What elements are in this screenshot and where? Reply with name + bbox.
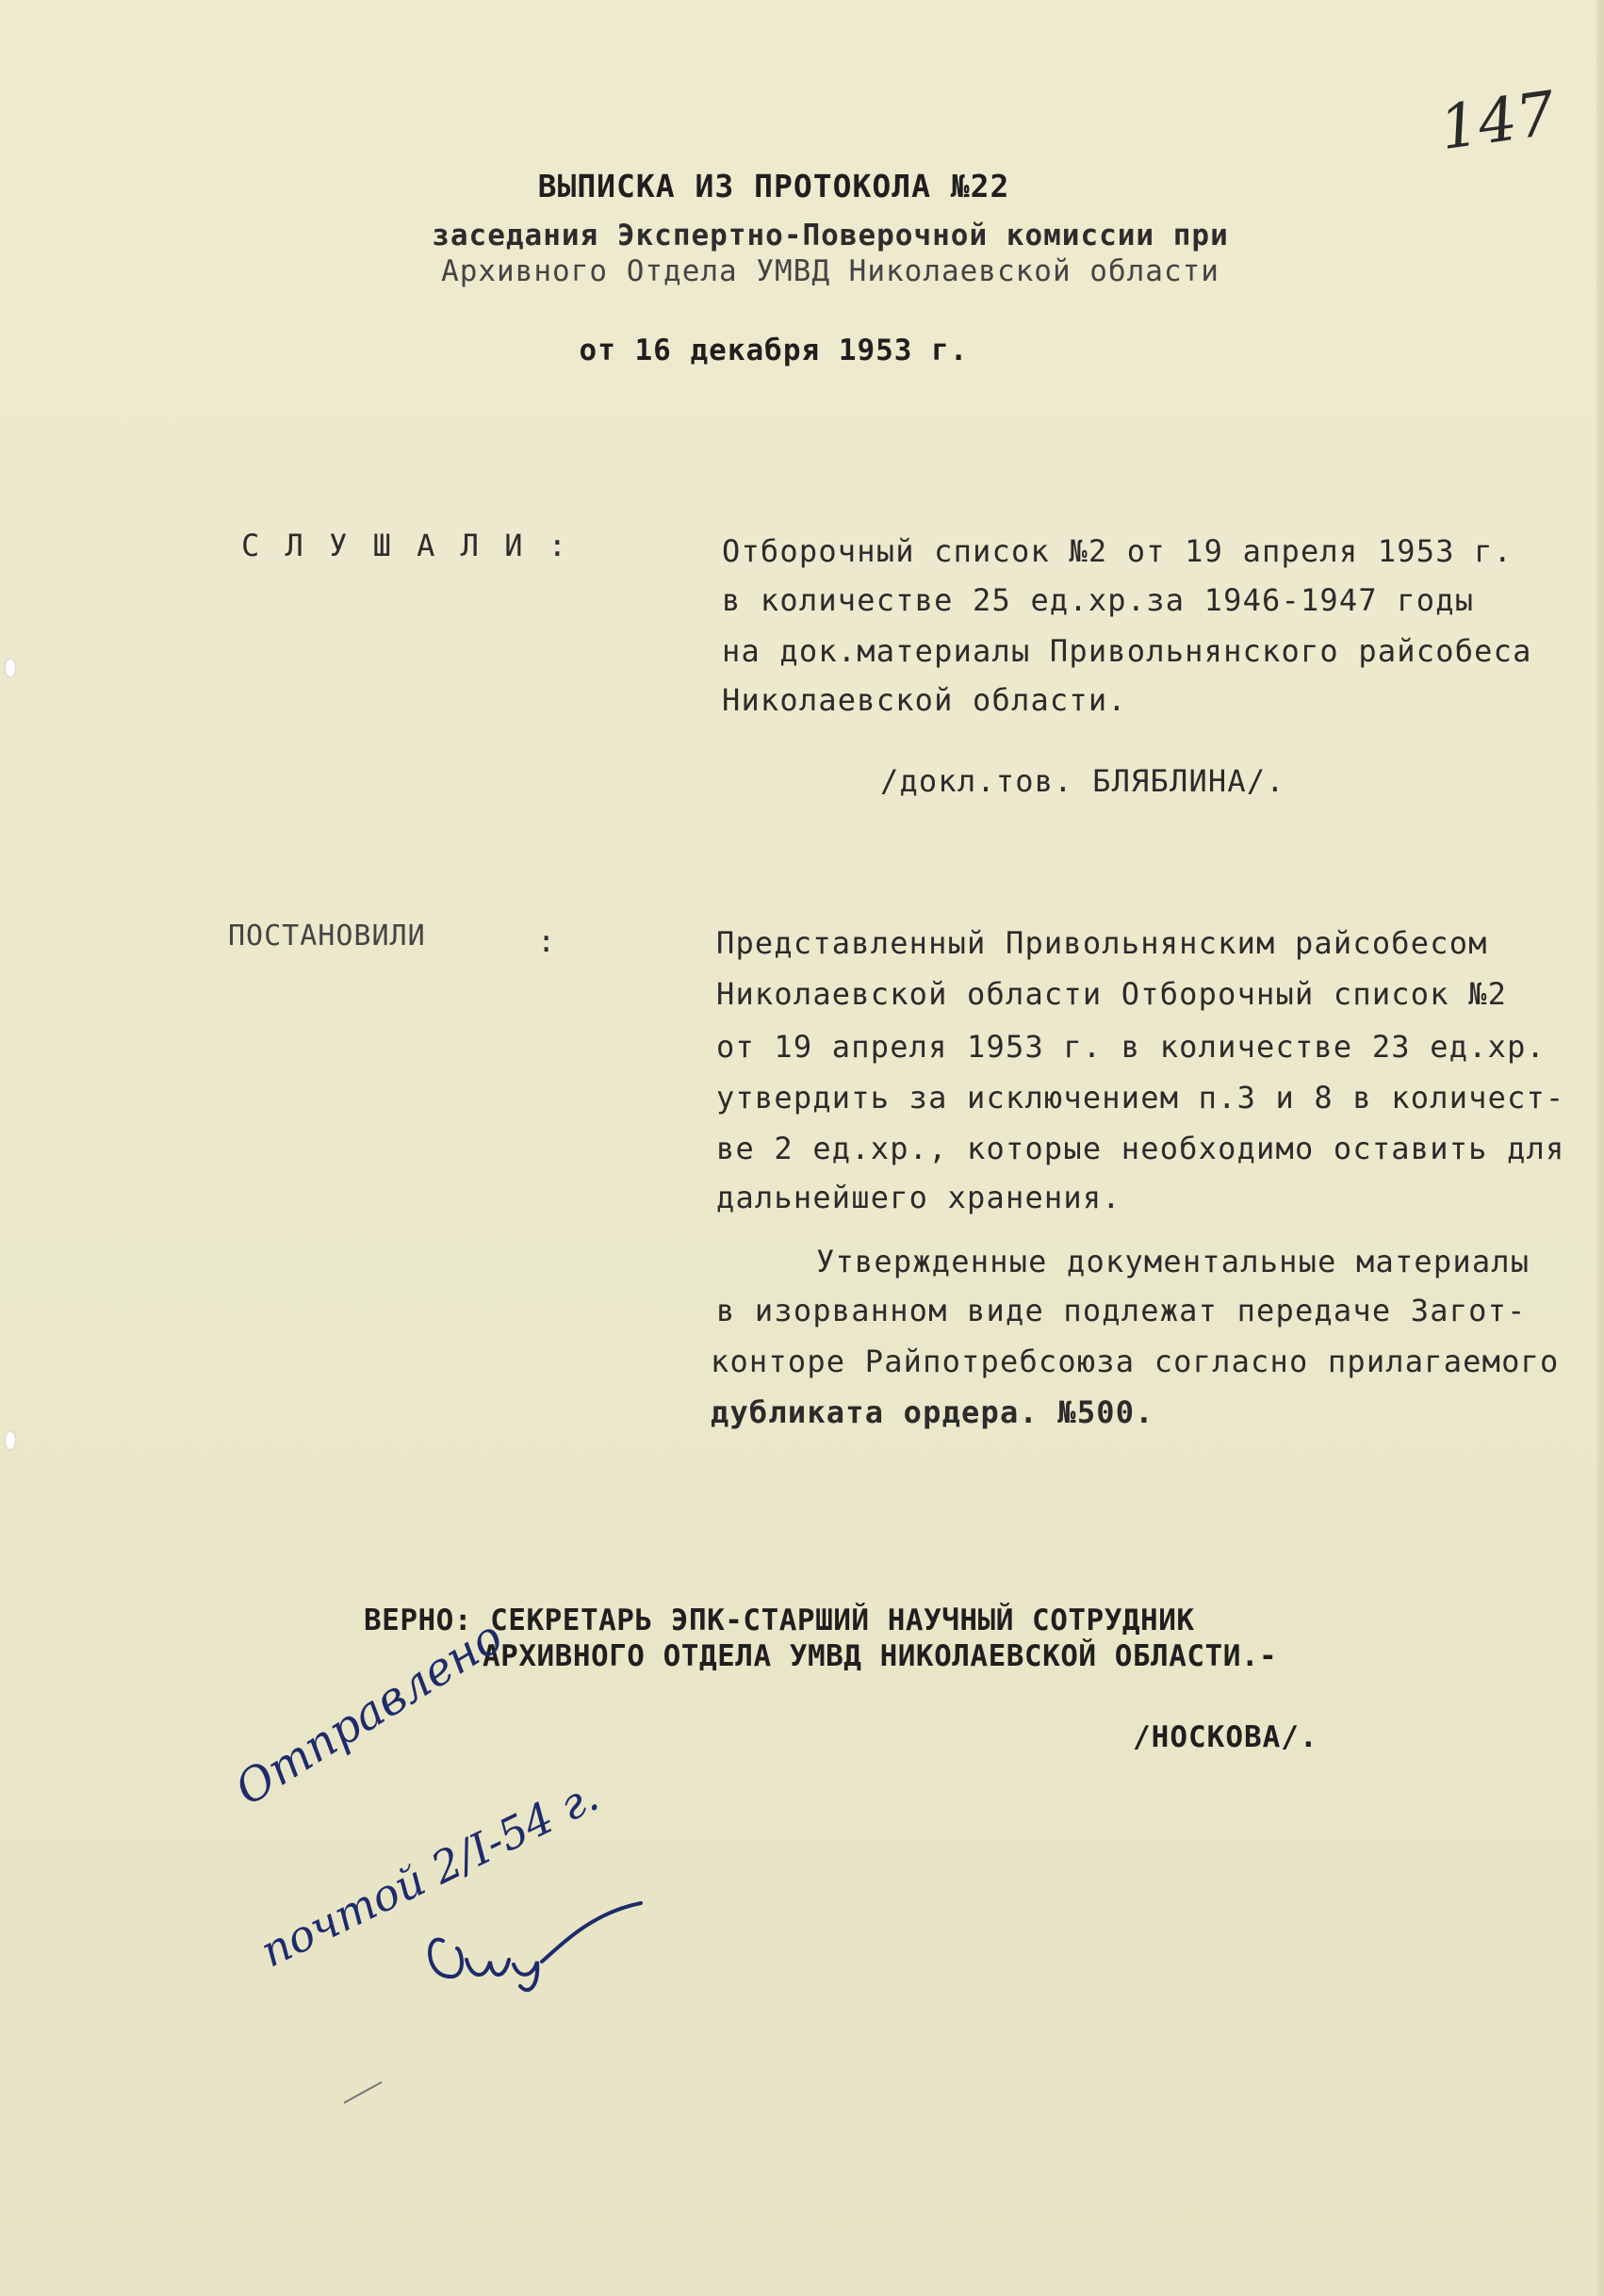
heard-line-4: Николаевской области. bbox=[722, 682, 1127, 718]
punch-hole-bottom bbox=[6, 1432, 15, 1449]
attestation-signer: /НОСКОВА/. bbox=[1133, 1720, 1318, 1754]
decided-p1-line-3: от 19 апреля 1953 г. в количестве 23 ед.хр. bbox=[716, 1029, 1547, 1065]
decided-p1-line-5: ве 2 ед.хр., которые необходимо оставить для bbox=[716, 1131, 1565, 1166]
decided-p1-line-2: Николаевской области Отборочный список №2 bbox=[716, 976, 1508, 1012]
decided-p2-line-4: дубликата ордера. №500. bbox=[711, 1394, 1154, 1430]
heard-reporter: /докл.тов. БЛЯБЛИНА/. bbox=[880, 763, 1285, 799]
decided-label: ПОСТАНОВИЛИ bbox=[228, 920, 426, 953]
document-title: ВЫПИСКА ИЗ ПРОТОКОЛА №22 bbox=[537, 168, 1010, 204]
attestation-line-2: АРХИВНОГО ОТДЕЛА УМВД НИКОЛАЕВСКОЙ ОБЛАСТИ.- bbox=[483, 1639, 1278, 1673]
signature-scribble-icon bbox=[415, 1875, 660, 1997]
handwritten-note-line-1: Отправлено bbox=[226, 1610, 513, 1816]
heard-line-3: на док.материалы Привольнянского райсобеса bbox=[722, 633, 1532, 669]
punch-hole-top bbox=[6, 659, 15, 676]
decided-p1-line-1: Представленный Привольнянским райсобесом bbox=[716, 925, 1488, 961]
header-date: от 16 декабря 1953 г. bbox=[579, 334, 969, 367]
decided-colon: : bbox=[537, 923, 557, 959]
attestation-line-1: ВЕРНО: СЕКРЕТАРЬ ЭПК-СТАРШИЙ НАУЧНЫЙ СОТРУДНИК bbox=[364, 1604, 1195, 1637]
decided-p2-line-3: конторе Райпотребсоюза согласно прилагаемого bbox=[711, 1343, 1560, 1379]
decided-p1-line-6: дальнейшего хранения. bbox=[716, 1180, 1121, 1215]
page-edge bbox=[1596, 0, 1604, 2296]
heard-label: С Л У Ш А Л И : bbox=[241, 528, 570, 563]
header-line-archive: Архивного Отдела УМВД Николаевской области bbox=[441, 254, 1219, 288]
decided-p2-line-2: в изорванном виде подлежат передаче Загот- bbox=[716, 1293, 1527, 1328]
stray-mark-icon bbox=[339, 2054, 415, 2110]
heard-line-1: Отборочный список №2 от 19 апреля 1953 г. bbox=[722, 533, 1514, 569]
decided-p1-line-4: утвердить за исключением п.3 и 8 в количест- bbox=[716, 1080, 1565, 1115]
heard-line-2: в количестве 25 ед.хр.за 1946-1947 годы bbox=[722, 582, 1475, 618]
header-line-commission: заседания Экспертно-Поверочной комиссии при bbox=[432, 219, 1229, 252]
handwritten-note-line-2: почтой 2/I-54 г. bbox=[253, 1769, 607, 1978]
decided-p2-line-1: Утвержденные документальные материалы bbox=[816, 1244, 1530, 1279]
page-number: 147 bbox=[1435, 78, 1560, 165]
